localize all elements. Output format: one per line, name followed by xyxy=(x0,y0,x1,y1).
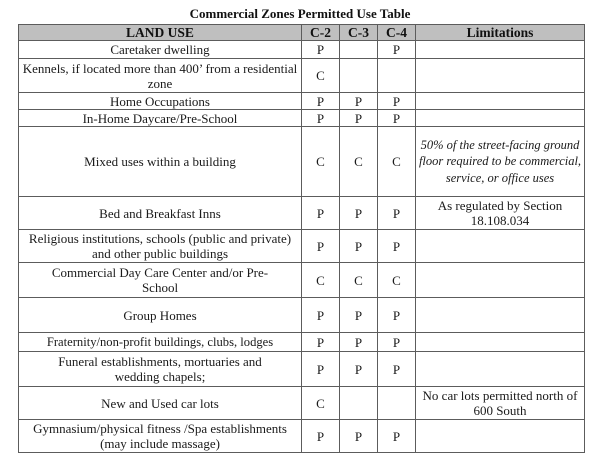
land-use-cell: Commercial Day Care Center and/or Pre-School xyxy=(19,263,302,298)
header-row xyxy=(19,25,585,41)
land-use-cell: New and Used car lots xyxy=(19,387,302,420)
c3-cell: C xyxy=(340,127,378,197)
land-use-cell: Fraternity/non-profit buildings, clubs, lodges xyxy=(19,333,302,352)
c3-cell xyxy=(340,387,378,420)
limitations-cell: 50% of the street-facing ground floor required to be commercial, service, or office uses xyxy=(416,127,585,197)
limitations-cell xyxy=(416,59,585,93)
table-row xyxy=(19,333,585,352)
c2-cell: P xyxy=(302,352,340,387)
table-row xyxy=(19,59,585,93)
c3-cell: P xyxy=(340,197,378,230)
c2-cell: P xyxy=(302,230,340,263)
c3-cell xyxy=(340,59,378,93)
limitations-cell xyxy=(416,263,585,298)
limitations-cell: As regulated by Section 18.108.034 xyxy=(416,197,585,230)
c4-cell: C xyxy=(378,263,416,298)
limitations-cell: No car lots permitted north of 600 South xyxy=(416,387,585,420)
table-row xyxy=(19,41,585,59)
c2-cell: P xyxy=(302,93,340,110)
permitted-use-table xyxy=(18,24,585,453)
land-use-cell: Religious institutions, schools (public and private) and other public buildings xyxy=(19,230,302,263)
c4-cell: P xyxy=(378,41,416,59)
c3-cell: P xyxy=(340,93,378,110)
c4-cell xyxy=(378,59,416,93)
table-row xyxy=(19,387,585,420)
c2-cell: C xyxy=(302,263,340,298)
header-limitations: Limitations xyxy=(416,25,585,41)
table-row xyxy=(19,197,585,230)
c2-cell: P xyxy=(302,333,340,352)
c4-cell: P xyxy=(378,298,416,333)
table-body xyxy=(19,41,585,453)
c3-cell: P xyxy=(340,230,378,263)
land-use-cell: In-Home Daycare/Pre-School xyxy=(19,110,302,127)
header-land-use: LAND USE xyxy=(19,25,302,41)
limitations-cell xyxy=(416,420,585,453)
limitations-cell xyxy=(416,230,585,263)
c2-cell: C xyxy=(302,387,340,420)
limitations-cell xyxy=(416,110,585,127)
c2-cell: P xyxy=(302,298,340,333)
table-title: Commercial Zones Permitted Use Table xyxy=(189,6,411,21)
table-row xyxy=(19,298,585,333)
c2-cell: P xyxy=(302,41,340,59)
land-use-cell: Home Occupations xyxy=(19,93,302,110)
header-c3: C-3 xyxy=(340,25,378,41)
c4-cell: P xyxy=(378,197,416,230)
c3-cell: P xyxy=(340,420,378,453)
c4-cell: P xyxy=(378,110,416,127)
c3-cell: C xyxy=(340,263,378,298)
c4-cell xyxy=(378,387,416,420)
c3-cell xyxy=(340,41,378,59)
c4-cell: C xyxy=(378,127,416,197)
land-use-cell: Gymnasium/physical fitness /Spa establishments (may include massage) xyxy=(19,420,302,453)
c3-cell: P xyxy=(340,298,378,333)
table-row xyxy=(19,93,585,110)
table-row xyxy=(19,110,585,127)
c3-cell: P xyxy=(340,352,378,387)
c3-cell: P xyxy=(340,110,378,127)
c4-cell: P xyxy=(378,420,416,453)
limitations-cell xyxy=(416,352,585,387)
table-row xyxy=(19,230,585,263)
c2-cell: C xyxy=(302,59,340,93)
table-row xyxy=(19,127,585,197)
c2-cell: P xyxy=(302,110,340,127)
c3-cell: P xyxy=(340,333,378,352)
limitations-cell xyxy=(416,298,585,333)
table-row xyxy=(19,420,585,453)
land-use-cell: Bed and Breakfast Inns xyxy=(19,197,302,230)
c4-cell: P xyxy=(378,333,416,352)
land-use-cell: Mixed uses within a building xyxy=(19,127,302,197)
land-use-cell: Caretaker dwelling xyxy=(19,41,302,59)
c2-cell: P xyxy=(302,420,340,453)
land-use-cell: Group Homes xyxy=(19,298,302,333)
c2-cell: C xyxy=(302,127,340,197)
land-use-cell: Kennels, if located more than 400’ from a residential zone xyxy=(19,59,302,93)
table-row xyxy=(19,352,585,387)
land-use-cell: Funeral establishments, mortuaries and wedding chapels; xyxy=(19,352,302,387)
c4-cell: P xyxy=(378,93,416,110)
header-c4: C-4 xyxy=(378,25,416,41)
c2-cell: P xyxy=(302,197,340,230)
header-c2: C-2 xyxy=(302,25,340,41)
limitations-cell xyxy=(416,41,585,59)
c4-cell: P xyxy=(378,352,416,387)
limitations-cell xyxy=(416,333,585,352)
c4-cell: P xyxy=(378,230,416,263)
table-row xyxy=(19,263,585,298)
limitations-cell xyxy=(416,93,585,110)
